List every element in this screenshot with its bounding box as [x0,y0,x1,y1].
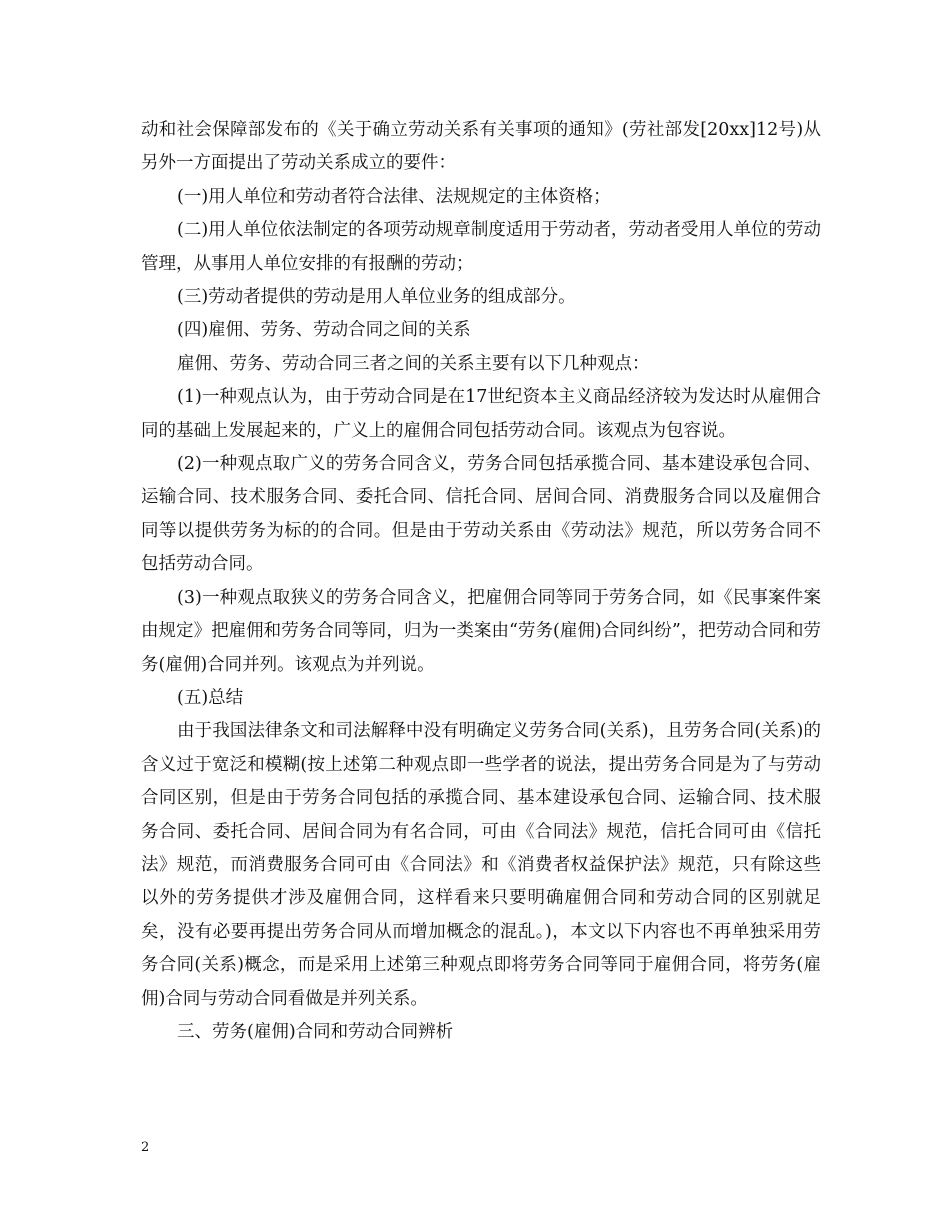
section-heading-5: (五)总结 [177,687,244,708]
paragraph-views-intro: 雇佣、劳务、劳动合同三者之间的关系主要有以下几种观点： [177,353,650,374]
paragraph-intro: 动和社会保障部发布的《关于确立劳动关系有关事项的通知》(劳社部发[20xx]12号)从另外一方面提出了劳动关系成立的要件： [141,120,821,174]
paragraph-item-2: (二)用人单位依法制定的各项劳动规章制度适用于劳动者，劳动者受用人单位的劳动管理，从事用人单位安排的有报酬的劳动； [141,220,821,274]
paragraph-item-3: (三)劳动者提供的劳动是用人单位业务的组成部分。 [177,287,576,308]
paragraph-view-1: (1)一种观点认为，由于劳动合同是在17世纪资本主义商品经济较为发达时从雇佣合同的基础上发展起来的，广义上的雇佣合同包括劳动合同。该观点为包容说。 [141,387,821,441]
page-number: 2 [141,1140,150,1155]
paragraph-item-1: (一)用人单位和劳动者符合法律、法规规定的主体资格； [177,186,611,207]
paragraph-summary: 由于我国法律条文和司法解释中没有明确定义劳务合同(关系)，且劳务合同(关系)的含义过于宽泛和模糊(按上述第二种观点即一些学者的说法，提出劳务合同是为了与劳动合同区别，但是由于劳务合同包括的承揽合同、基本建设承包合同、运输合同、技术服务合同、委托合同、居间合同为有名合同，可由《合同法》规范，信托合同可由《信托法》规范，而消费服务合同可由《合同法》和《消费者权益保护法》规范，只有除这些以外的劳务提供才涉及雇佣合同，这样看来只要明确雇佣合同和劳动合同的区别就足矣，没有必要再提出劳务合同从而增加概念的混乱。)，本文以下内容也不再单独采用劳务合同(关系)概念，而是采用上述第三种观点即将劳务合同等同于雇佣合同，将劳务(雇佣)合同与劳动合同看做是并列关系。 [141,721,821,1009]
section-heading-4: (四)雇佣、劳务、劳动合同之间的关系 [177,320,471,341]
paragraph-view-3: (3)一种观点取狭义的劳务合同含义，把雇佣合同等同于劳务合同，如《民事案件案由规定》把雇佣和劳务合同等同，归为一类案由“劳务(雇佣)合同纠纷”，把劳动合同和劳务(雇佣)合同并列。该观点为并列说。 [141,587,821,675]
document-body [141,114,821,1049]
section-heading-3: 三、劳务(雇佣)合同和劳动合同辨析 [177,1021,454,1042]
paragraph-view-2: (2)一种观点取广义的劳务合同含义，劳务合同包括承揽合同、基本建设承包合同、运输合同、技术服务合同、委托合同、信托合同、居间合同、消费服务合同以及雇佣合同等以提供劳务为标的的合同。但是由于劳动关系由《劳动法》规范，所以劳务合同不包括劳动合同。 [141,454,821,575]
